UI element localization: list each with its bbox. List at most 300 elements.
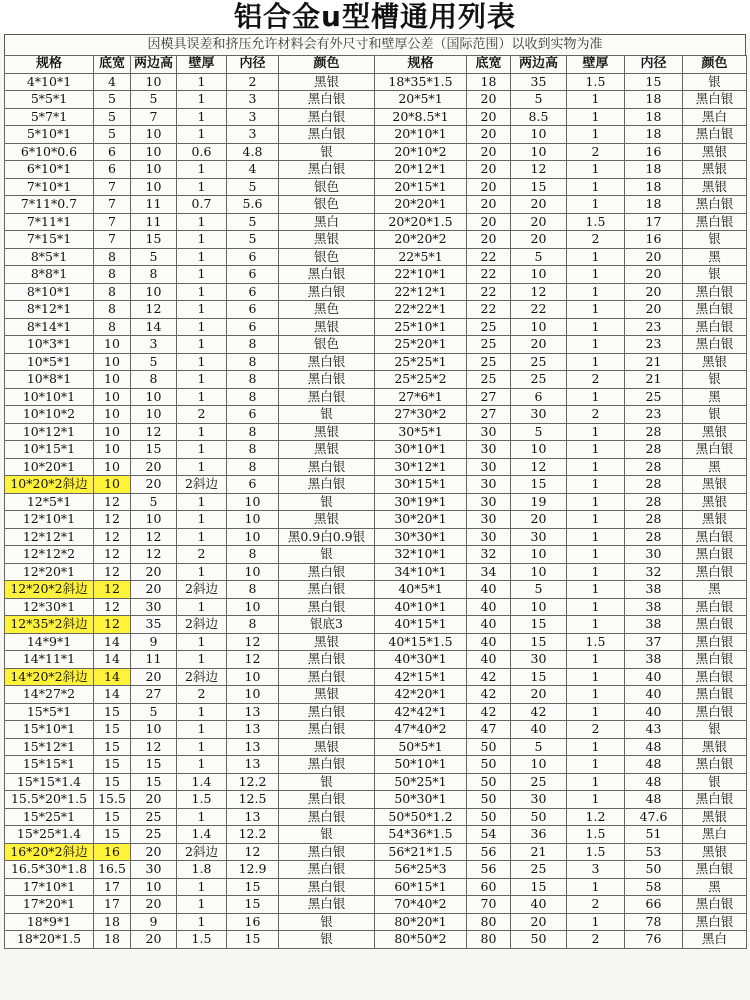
cell-spec: 7*11*0.7 — [5, 196, 94, 214]
cell-base-width: 30 — [467, 493, 511, 511]
cell-side-height: 6 — [511, 388, 567, 406]
cell-color: 黑白银 — [683, 91, 747, 109]
table-row — [5, 458, 747, 476]
cell-spec: 22*10*1 — [375, 266, 467, 284]
cell-base-width: 15.5 — [94, 791, 131, 809]
cell-color: 黑白银 — [683, 913, 747, 931]
cell-inner-width: 20 — [625, 283, 683, 301]
cell-color: 黑白银 — [279, 161, 375, 179]
table-row — [5, 126, 747, 144]
cell-wall-thickness: 2 — [567, 231, 625, 249]
cell-base-width: 60 — [467, 878, 511, 896]
cell-side-height: 5 — [131, 91, 177, 109]
cell-color: 黑银 — [279, 73, 375, 91]
cell-wall-thickness: 1 — [177, 651, 227, 669]
cell-spec: 14*20*2斜边 — [5, 668, 94, 686]
table-row — [5, 336, 747, 354]
cell-wall-thickness: 1 — [177, 756, 227, 774]
header-base-width: 底宽 — [94, 56, 131, 74]
cell-color: 黑白银 — [683, 633, 747, 651]
cell-base-width: 42 — [467, 703, 511, 721]
cell-spec: 30*15*1 — [375, 476, 467, 494]
cell-spec: 25*25*2 — [375, 371, 467, 389]
cell-wall-thickness: 1 — [177, 301, 227, 319]
cell-side-height: 25 — [511, 861, 567, 879]
cell-side-height: 20 — [131, 931, 177, 949]
cell-color: 银 — [683, 406, 747, 424]
cell-inner-width: 12.5 — [227, 791, 279, 809]
cell-base-width: 80 — [467, 931, 511, 949]
cell-inner-width: 25 — [625, 388, 683, 406]
cell-spec: 20*8.5*1 — [375, 108, 467, 126]
cell-inner-width: 10 — [227, 528, 279, 546]
cell-base-width: 20 — [467, 161, 511, 179]
cell-wall-thickness: 1 — [177, 353, 227, 371]
cell-wall-thickness: 1 — [177, 913, 227, 931]
cell-spec: 30*19*1 — [375, 493, 467, 511]
cell-side-height: 20 — [131, 581, 177, 599]
cell-wall-thickness: 2斜边 — [177, 581, 227, 599]
cell-inner-width: 10 — [227, 511, 279, 529]
cell-color: 黑白 — [683, 108, 747, 126]
cell-color: 黑色 — [279, 301, 375, 319]
cell-inner-width: 40 — [625, 703, 683, 721]
cell-base-width: 27 — [467, 388, 511, 406]
table-row — [5, 441, 747, 459]
cell-inner-width: 6 — [227, 406, 279, 424]
cell-wall-thickness: 1 — [177, 423, 227, 441]
cell-color: 黑白银 — [279, 703, 375, 721]
cell-wall-thickness: 2 — [177, 546, 227, 564]
table-body — [5, 73, 747, 948]
cell-side-height: 42 — [511, 703, 567, 721]
cell-side-height: 15 — [511, 633, 567, 651]
cell-spec: 15*12*1 — [5, 738, 94, 756]
cell-base-width: 18 — [467, 73, 511, 91]
cell-color: 银 — [279, 931, 375, 949]
cell-wall-thickness: 1 — [567, 353, 625, 371]
cell-side-height: 20 — [131, 458, 177, 476]
cell-color: 黑白银 — [279, 668, 375, 686]
cell-wall-thickness: 1.5 — [567, 843, 625, 861]
cell-inner-width: 28 — [625, 458, 683, 476]
cell-wall-thickness: 2斜边 — [177, 476, 227, 494]
cell-spec: 27*6*1 — [375, 388, 467, 406]
cell-spec: 10*5*1 — [5, 353, 94, 371]
page-title: 铝合金u型槽通用列表 — [0, 0, 750, 34]
cell-color: 银 — [683, 266, 747, 284]
cell-inner-width: 48 — [625, 756, 683, 774]
cell-side-height: 15 — [511, 178, 567, 196]
cell-color: 黑白银 — [279, 791, 375, 809]
cell-color: 黑白银 — [683, 546, 747, 564]
cell-inner-width: 51 — [625, 826, 683, 844]
cell-inner-width: 23 — [625, 406, 683, 424]
cell-base-width: 5 — [94, 126, 131, 144]
cell-spec: 27*30*2 — [375, 406, 467, 424]
table-row — [5, 178, 747, 196]
cell-base-width: 4 — [94, 73, 131, 91]
cell-color: 银 — [683, 73, 747, 91]
cell-spec: 12*10*1 — [5, 511, 94, 529]
cell-color: 黑白银 — [279, 896, 375, 914]
cell-base-width: 22 — [467, 266, 511, 284]
cell-inner-width: 18 — [625, 108, 683, 126]
cell-color: 银 — [279, 546, 375, 564]
cell-spec: 10*20*1 — [5, 458, 94, 476]
cell-side-height: 10 — [131, 511, 177, 529]
header-spec: 规格 — [5, 56, 94, 74]
table-row — [5, 388, 747, 406]
cell-spec: 22*5*1 — [375, 248, 467, 266]
header-side-height: 两边高 — [131, 56, 177, 74]
cell-base-width: 25 — [467, 371, 511, 389]
cell-color: 银色 — [279, 248, 375, 266]
cell-spec: 42*15*1 — [375, 668, 467, 686]
cell-wall-thickness: 1 — [177, 808, 227, 826]
cell-base-width: 12 — [94, 581, 131, 599]
cell-color: 黑银 — [683, 738, 747, 756]
cell-side-height: 30 — [131, 598, 177, 616]
cell-wall-thickness: 1 — [567, 248, 625, 266]
cell-inner-width: 4.8 — [227, 143, 279, 161]
table-row — [5, 843, 747, 861]
cell-inner-width: 3 — [227, 91, 279, 109]
cell-wall-thickness: 1 — [567, 686, 625, 704]
cell-wall-thickness: 0.6 — [177, 143, 227, 161]
cell-color: 黑白银 — [683, 598, 747, 616]
cell-wall-thickness: 1 — [177, 721, 227, 739]
cell-inner-width: 15 — [227, 878, 279, 896]
cell-side-height: 15 — [511, 668, 567, 686]
cell-spec: 50*5*1 — [375, 738, 467, 756]
cell-side-height: 12 — [131, 546, 177, 564]
cell-side-height: 50 — [511, 931, 567, 949]
cell-base-width: 7 — [94, 196, 131, 214]
cell-side-height: 11 — [131, 651, 177, 669]
cell-color: 黑白银 — [279, 721, 375, 739]
cell-base-width: 32 — [467, 546, 511, 564]
cell-side-height: 20 — [511, 336, 567, 354]
cell-spec: 12*20*2斜边 — [5, 581, 94, 599]
cell-wall-thickness: 1.5 — [177, 931, 227, 949]
cell-color: 银 — [683, 773, 747, 791]
cell-side-height: 9 — [131, 633, 177, 651]
cell-base-width: 15 — [94, 826, 131, 844]
cell-base-width: 12 — [94, 546, 131, 564]
cell-side-height: 10 — [511, 756, 567, 774]
cell-base-width: 15 — [94, 721, 131, 739]
cell-side-height: 20 — [511, 913, 567, 931]
cell-wall-thickness: 1 — [177, 231, 227, 249]
cell-side-height: 5 — [131, 703, 177, 721]
cell-wall-thickness: 2 — [567, 931, 625, 949]
cell-spec: 40*5*1 — [375, 581, 467, 599]
cell-side-height: 10 — [511, 598, 567, 616]
cell-side-height: 20 — [131, 563, 177, 581]
cell-inner-width: 12.2 — [227, 826, 279, 844]
cell-inner-width: 18 — [625, 126, 683, 144]
cell-base-width: 10 — [94, 406, 131, 424]
cell-side-height: 20 — [511, 686, 567, 704]
cell-wall-thickness: 1 — [567, 493, 625, 511]
cell-side-height: 30 — [511, 651, 567, 669]
cell-inner-width: 28 — [625, 476, 683, 494]
table-row — [5, 266, 747, 284]
cell-side-height: 10 — [131, 178, 177, 196]
cell-wall-thickness: 2 — [177, 406, 227, 424]
cell-base-width: 18 — [94, 931, 131, 949]
cell-wall-thickness: 1 — [567, 616, 625, 634]
cell-side-height: 20 — [131, 791, 177, 809]
cell-inner-width: 5.6 — [227, 196, 279, 214]
cell-spec: 4*10*1 — [5, 73, 94, 91]
cell-base-width: 20 — [467, 126, 511, 144]
cell-base-width: 27 — [467, 406, 511, 424]
cell-spec: 10*3*1 — [5, 336, 94, 354]
cell-side-height: 10 — [511, 318, 567, 336]
cell-color: 黑白银 — [279, 598, 375, 616]
cell-inner-width: 5 — [227, 231, 279, 249]
header-base-width: 底宽 — [467, 56, 511, 74]
table-row — [5, 493, 747, 511]
cell-base-width: 12 — [94, 563, 131, 581]
cell-spec: 12*12*1 — [5, 528, 94, 546]
cell-inner-width: 6 — [227, 266, 279, 284]
cell-color: 银 — [279, 493, 375, 511]
cell-spec: 15.5*20*1.5 — [5, 791, 94, 809]
header-color: 颜色 — [683, 56, 747, 74]
cell-spec: 20*20*2 — [375, 231, 467, 249]
cell-color: 黑白银 — [683, 301, 747, 319]
cell-inner-width: 30 — [625, 546, 683, 564]
cell-spec: 22*22*1 — [375, 301, 467, 319]
cell-spec: 15*25*1.4 — [5, 826, 94, 844]
cell-inner-width: 13 — [227, 703, 279, 721]
header-inner-width: 内径 — [227, 56, 279, 74]
cell-base-width: 30 — [467, 423, 511, 441]
cell-spec: 40*10*1 — [375, 598, 467, 616]
cell-color: 黑 — [683, 878, 747, 896]
cell-base-width: 5 — [94, 108, 131, 126]
cell-side-height: 10 — [131, 878, 177, 896]
cell-inner-width: 8 — [227, 546, 279, 564]
table-row — [5, 598, 747, 616]
cell-wall-thickness: 1 — [567, 108, 625, 126]
cell-color: 黑白银 — [279, 861, 375, 879]
cell-wall-thickness: 1 — [567, 178, 625, 196]
cell-spec: 8*12*1 — [5, 301, 94, 319]
cell-base-width: 30 — [467, 458, 511, 476]
cell-inner-width: 16 — [625, 231, 683, 249]
cell-base-width: 10 — [94, 353, 131, 371]
cell-spec: 10*8*1 — [5, 371, 94, 389]
cell-base-width: 20 — [467, 178, 511, 196]
cell-base-width: 50 — [467, 791, 511, 809]
table-row — [5, 91, 747, 109]
cell-side-height: 12 — [511, 458, 567, 476]
cell-side-height: 35 — [131, 616, 177, 634]
cell-base-width: 7 — [94, 213, 131, 231]
cell-spec: 56*25*3 — [375, 861, 467, 879]
cell-side-height: 8 — [131, 266, 177, 284]
table-row — [5, 756, 747, 774]
cell-side-height: 5 — [511, 738, 567, 756]
cell-wall-thickness: 1.8 — [177, 861, 227, 879]
cell-base-width: 50 — [467, 808, 511, 826]
cell-inner-width: 50 — [625, 861, 683, 879]
cell-spec: 25*10*1 — [375, 318, 467, 336]
cell-spec: 80*50*2 — [375, 931, 467, 949]
cell-inner-width: 8 — [227, 371, 279, 389]
cell-spec: 50*30*1 — [375, 791, 467, 809]
cell-wall-thickness: 1 — [177, 896, 227, 914]
cell-base-width: 54 — [467, 826, 511, 844]
cell-wall-thickness: 1 — [567, 336, 625, 354]
cell-base-width: 20 — [467, 143, 511, 161]
cell-base-width: 16 — [94, 843, 131, 861]
table-row — [5, 318, 747, 336]
cell-spec: 30*20*1 — [375, 511, 467, 529]
cell-inner-width: 76 — [625, 931, 683, 949]
cell-inner-width: 38 — [625, 598, 683, 616]
cell-color: 黑白银 — [683, 126, 747, 144]
cell-side-height: 15 — [131, 773, 177, 791]
cell-color: 黑白银 — [279, 458, 375, 476]
cell-side-height: 15 — [131, 756, 177, 774]
cell-spec: 10*15*1 — [5, 441, 94, 459]
cell-wall-thickness: 2 — [567, 406, 625, 424]
cell-inner-width: 32 — [625, 563, 683, 581]
cell-inner-width: 13 — [227, 738, 279, 756]
cell-side-height: 10 — [511, 441, 567, 459]
cell-base-width: 5 — [94, 91, 131, 109]
cell-base-width: 10 — [94, 388, 131, 406]
cell-spec: 12*12*2 — [5, 546, 94, 564]
cell-wall-thickness: 1 — [177, 633, 227, 651]
cell-color: 银 — [279, 773, 375, 791]
table-row — [5, 633, 747, 651]
cell-inner-width: 8 — [227, 616, 279, 634]
cell-base-width: 10 — [94, 441, 131, 459]
cell-base-width: 30 — [467, 528, 511, 546]
cell-inner-width: 13 — [227, 721, 279, 739]
table-row — [5, 668, 747, 686]
cell-wall-thickness: 1.5 — [567, 73, 625, 91]
table-row — [5, 511, 747, 529]
cell-spec: 40*15*1.5 — [375, 633, 467, 651]
cell-inner-width: 3 — [227, 108, 279, 126]
cell-base-width: 80 — [467, 913, 511, 931]
cell-spec: 20*12*1 — [375, 161, 467, 179]
cell-inner-width: 10 — [227, 686, 279, 704]
cell-wall-thickness: 1.4 — [177, 826, 227, 844]
cell-side-height: 3 — [131, 336, 177, 354]
cell-inner-width: 20 — [625, 266, 683, 284]
cell-base-width: 25 — [467, 353, 511, 371]
cell-side-height: 10 — [511, 143, 567, 161]
cell-side-height: 10 — [511, 546, 567, 564]
cell-side-height: 20 — [131, 843, 177, 861]
cell-inner-width: 15 — [227, 896, 279, 914]
header-side-height: 两边高 — [511, 56, 567, 74]
cell-side-height: 35 — [511, 73, 567, 91]
cell-wall-thickness: 1 — [567, 738, 625, 756]
cell-inner-width: 8 — [227, 388, 279, 406]
cell-base-width: 40 — [467, 651, 511, 669]
cell-color: 黑银 — [683, 423, 747, 441]
cell-spec: 15*25*1 — [5, 808, 94, 826]
cell-base-width: 17 — [94, 896, 131, 914]
cell-spec: 30*5*1 — [375, 423, 467, 441]
cell-wall-thickness: 1.5 — [567, 213, 625, 231]
cell-spec: 54*36*1.5 — [375, 826, 467, 844]
header-wall-thickness: 壁厚 — [177, 56, 227, 74]
cell-inner-width: 6 — [227, 476, 279, 494]
cell-color: 银 — [683, 721, 747, 739]
cell-wall-thickness: 2 — [567, 143, 625, 161]
cell-base-width: 20 — [467, 91, 511, 109]
cell-spec: 17*10*1 — [5, 878, 94, 896]
cell-side-height: 25 — [511, 371, 567, 389]
cell-color: 黑白银 — [279, 108, 375, 126]
tolerance-notice: 因模具误差和挤压允许材料会有外尺寸和壁厚公差（国际范围）以收到实物为准 — [4, 34, 746, 55]
cell-inner-width: 8 — [227, 336, 279, 354]
cell-color: 黑白银 — [279, 843, 375, 861]
cell-wall-thickness: 2 — [567, 896, 625, 914]
cell-side-height: 12 — [511, 283, 567, 301]
cell-spec: 18*20*1.5 — [5, 931, 94, 949]
cell-spec: 30*10*1 — [375, 441, 467, 459]
cell-wall-thickness: 1 — [567, 283, 625, 301]
header-spec: 规格 — [375, 56, 467, 74]
cell-color: 黑0.9白0.9银 — [279, 528, 375, 546]
cell-side-height: 20 — [511, 511, 567, 529]
cell-color: 黑 — [683, 458, 747, 476]
cell-wall-thickness: 1 — [177, 528, 227, 546]
cell-inner-width: 13 — [227, 808, 279, 826]
cell-side-height: 15 — [131, 231, 177, 249]
cell-inner-width: 40 — [625, 668, 683, 686]
table-row — [5, 773, 747, 791]
cell-color: 黑白银 — [683, 318, 747, 336]
cell-base-width: 22 — [467, 301, 511, 319]
cell-base-width: 15 — [94, 756, 131, 774]
cell-side-height: 25 — [131, 826, 177, 844]
cell-spec: 40*15*1 — [375, 616, 467, 634]
cell-spec: 47*40*2 — [375, 721, 467, 739]
cell-base-width: 30 — [467, 476, 511, 494]
cell-base-width: 10 — [94, 423, 131, 441]
cell-inner-width: 15 — [227, 931, 279, 949]
cell-inner-width: 38 — [625, 616, 683, 634]
cell-side-height: 10 — [131, 161, 177, 179]
cell-spec: 25*20*1 — [375, 336, 467, 354]
cell-inner-width: 18 — [625, 91, 683, 109]
cell-color: 黑白银 — [683, 213, 747, 231]
cell-inner-width: 2 — [227, 73, 279, 91]
cell-base-width: 40 — [467, 633, 511, 651]
cell-inner-width: 18 — [625, 161, 683, 179]
cell-base-width: 47 — [467, 721, 511, 739]
cell-wall-thickness: 1.5 — [567, 826, 625, 844]
cell-inner-width: 10 — [227, 668, 279, 686]
cell-color: 黑银 — [683, 843, 747, 861]
cell-inner-width: 17 — [625, 213, 683, 231]
cell-base-width: 7 — [94, 178, 131, 196]
cell-side-height: 5 — [511, 91, 567, 109]
cell-spec: 8*8*1 — [5, 266, 94, 284]
